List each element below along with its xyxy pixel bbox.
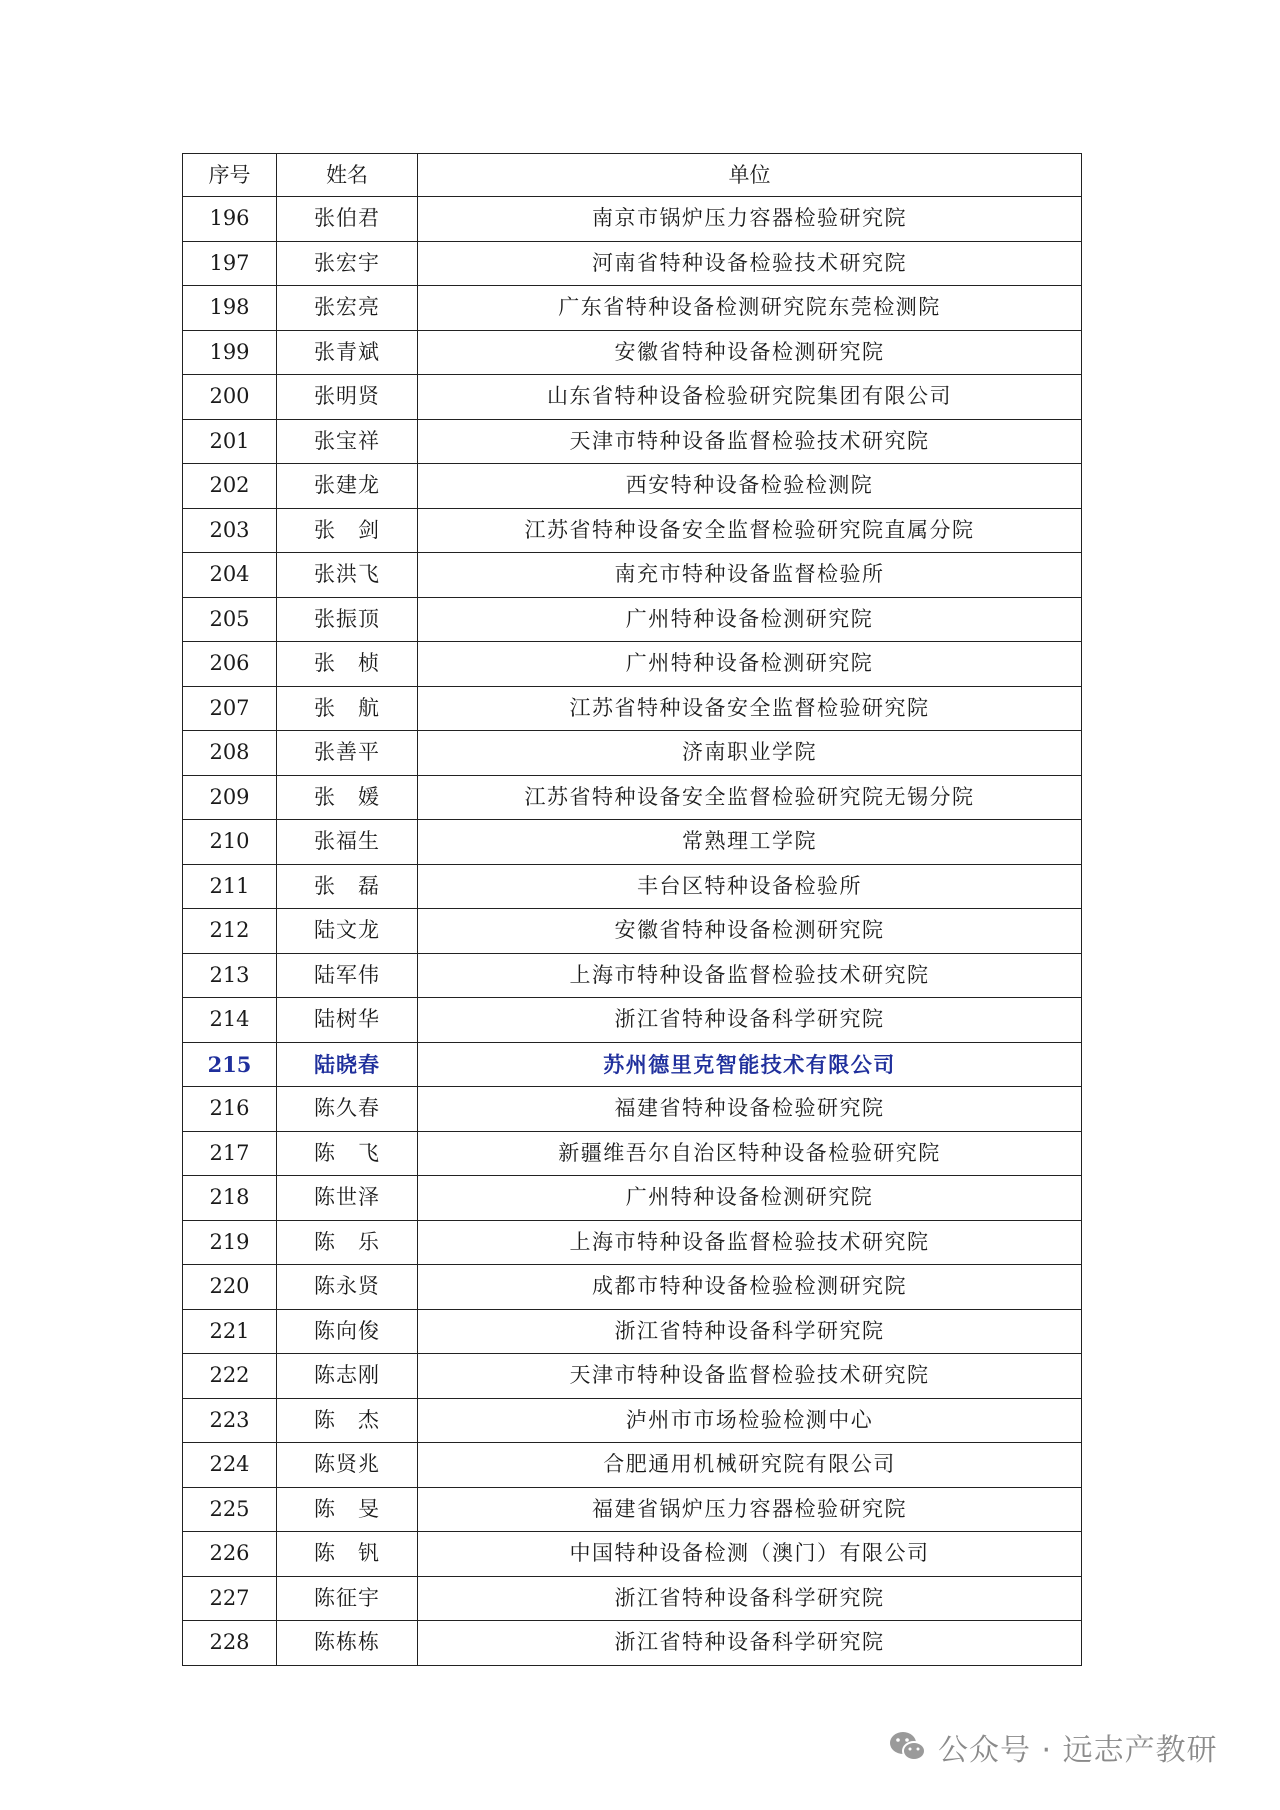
row-number: 216 <box>183 1087 277 1132</box>
row-name: 陈 飞 <box>277 1131 418 1176</box>
table-header <box>183 154 1082 197</box>
row-number: 220 <box>183 1265 277 1310</box>
row-number: 203 <box>183 508 277 553</box>
row-unit: 南充市特种设备监督检验所 <box>418 553 1082 598</box>
row-number: 201 <box>183 419 277 464</box>
row-name: 陈 钒 <box>277 1532 418 1577</box>
table-row <box>183 508 1082 553</box>
row-unit: 广州特种设备检测研究院 <box>418 642 1082 687</box>
row-name: 张 桢 <box>277 642 418 687</box>
table-row <box>183 241 1082 286</box>
row-number: 213 <box>183 953 277 998</box>
row-name: 张青斌 <box>277 330 418 375</box>
table-row <box>183 1309 1082 1354</box>
table-row <box>183 953 1082 998</box>
row-number: 196 <box>183 197 277 242</box>
row-name: 陈志刚 <box>277 1354 418 1399</box>
row-unit: 上海市特种设备监督检验技术研究院 <box>418 953 1082 998</box>
row-unit: 浙江省特种设备科学研究院 <box>418 1309 1082 1354</box>
row-name: 张福生 <box>277 820 418 865</box>
header-number: 序号 <box>183 154 277 197</box>
row-name: 陈征宇 <box>277 1576 418 1621</box>
row-number: 227 <box>183 1576 277 1621</box>
row-unit: 江苏省特种设备安全监督检验研究院 <box>418 686 1082 731</box>
table-row <box>183 1621 1082 1666</box>
row-unit: 新疆维吾尔自治区特种设备检验研究院 <box>418 1131 1082 1176</box>
table-row <box>183 1398 1082 1443</box>
row-name: 张伯君 <box>277 197 418 242</box>
table-row <box>183 864 1082 909</box>
row-unit: 广东省特种设备检测研究院东莞检测院 <box>418 286 1082 331</box>
row-unit: 广州特种设备检测研究院 <box>418 597 1082 642</box>
row-name: 陈 杰 <box>277 1398 418 1443</box>
row-number: 219 <box>183 1220 277 1265</box>
row-number: 217 <box>183 1131 277 1176</box>
watermark-text: 公众号 · 远志产教研 <box>938 1733 1218 1768</box>
row-unit: 中国特种设备检测（澳门）有限公司 <box>418 1532 1082 1577</box>
row-number: 221 <box>183 1309 277 1354</box>
row-number: 205 <box>183 597 277 642</box>
table-row <box>183 1220 1082 1265</box>
table-row <box>183 1576 1082 1621</box>
row-name: 张洪飞 <box>277 553 418 598</box>
table-row <box>183 1532 1082 1577</box>
row-name: 张善平 <box>277 731 418 776</box>
row-number: 214 <box>183 998 277 1043</box>
watermark <box>888 1727 1218 1767</box>
row-name: 陈世泽 <box>277 1176 418 1221</box>
row-name: 陈久春 <box>277 1087 418 1132</box>
row-number: 228 <box>183 1621 277 1666</box>
row-name: 陆树华 <box>277 998 418 1043</box>
row-number: 222 <box>183 1354 277 1399</box>
row-number: 197 <box>183 241 277 286</box>
roster-table <box>182 153 1082 1666</box>
row-unit: 浙江省特种设备科学研究院 <box>418 998 1082 1043</box>
row-name: 张 剑 <box>277 508 418 553</box>
row-name: 张 航 <box>277 686 418 731</box>
table-row <box>183 286 1082 331</box>
row-number: 200 <box>183 375 277 420</box>
row-number: 215 <box>183 1042 277 1087</box>
header-unit: 单位 <box>418 154 1082 197</box>
wechat-icon <box>888 1730 928 1764</box>
row-number: 208 <box>183 731 277 776</box>
row-number: 204 <box>183 553 277 598</box>
header-name: 姓名 <box>277 154 418 197</box>
row-unit: 上海市特种设备监督检验技术研究院 <box>418 1220 1082 1265</box>
row-unit: 济南职业学院 <box>418 731 1082 776</box>
row-number: 207 <box>183 686 277 731</box>
row-unit: 江苏省特种设备安全监督检验研究院直属分院 <box>418 508 1082 553</box>
row-unit: 浙江省特种设备科学研究院 <box>418 1576 1082 1621</box>
row-name: 陆军伟 <box>277 953 418 998</box>
row-name: 陈贤兆 <box>277 1443 418 1488</box>
table-row <box>183 775 1082 820</box>
table-row <box>183 1042 1082 1087</box>
row-number: 226 <box>183 1532 277 1577</box>
row-unit: 安徽省特种设备检测研究院 <box>418 330 1082 375</box>
row-name: 陆文龙 <box>277 909 418 954</box>
row-number: 223 <box>183 1398 277 1443</box>
table-row <box>183 1087 1082 1132</box>
row-name: 陈 乐 <box>277 1220 418 1265</box>
row-name: 陈向俊 <box>277 1309 418 1354</box>
row-unit: 福建省特种设备检验研究院 <box>418 1087 1082 1132</box>
table-row <box>183 820 1082 865</box>
row-name: 张建龙 <box>277 464 418 509</box>
table-row <box>183 464 1082 509</box>
row-number: 202 <box>183 464 277 509</box>
table-row <box>183 731 1082 776</box>
table-row <box>183 597 1082 642</box>
row-name: 张宏宇 <box>277 241 418 286</box>
row-unit: 浙江省特种设备科学研究院 <box>418 1621 1082 1666</box>
row-number: 210 <box>183 820 277 865</box>
table-row <box>183 1265 1082 1310</box>
table-row <box>183 909 1082 954</box>
row-number: 218 <box>183 1176 277 1221</box>
table-row <box>183 1176 1082 1221</box>
row-unit: 河南省特种设备检验技术研究院 <box>418 241 1082 286</box>
row-unit: 合肥通用机械研究院有限公司 <box>418 1443 1082 1488</box>
row-name: 陆晓春 <box>277 1042 418 1087</box>
row-name: 张宝祥 <box>277 419 418 464</box>
table-row <box>183 419 1082 464</box>
table-row <box>183 330 1082 375</box>
row-number: 206 <box>183 642 277 687</box>
row-unit: 西安特种设备检验检测院 <box>418 464 1082 509</box>
row-unit: 广州特种设备检测研究院 <box>418 1176 1082 1221</box>
table-row <box>183 553 1082 598</box>
row-name: 陈 旻 <box>277 1487 418 1532</box>
row-number: 211 <box>183 864 277 909</box>
header-row <box>183 154 1082 197</box>
row-name: 张振顶 <box>277 597 418 642</box>
row-unit: 成都市特种设备检验检测研究院 <box>418 1265 1082 1310</box>
row-name: 陈栋栋 <box>277 1621 418 1666</box>
row-number: 209 <box>183 775 277 820</box>
row-unit: 江苏省特种设备安全监督检验研究院无锡分院 <box>418 775 1082 820</box>
row-unit: 泸州市市场检验检测中心 <box>418 1398 1082 1443</box>
table-row <box>183 1131 1082 1176</box>
table-row <box>183 1354 1082 1399</box>
row-number: 225 <box>183 1487 277 1532</box>
table-row <box>183 1487 1082 1532</box>
row-name: 张 磊 <box>277 864 418 909</box>
table-row <box>183 686 1082 731</box>
row-number: 212 <box>183 909 277 954</box>
table-row <box>183 642 1082 687</box>
row-unit: 天津市特种设备监督检验技术研究院 <box>418 419 1082 464</box>
row-unit: 福建省锅炉压力容器检验研究院 <box>418 1487 1082 1532</box>
row-unit: 天津市特种设备监督检验技术研究院 <box>418 1354 1082 1399</box>
table-row <box>183 197 1082 242</box>
row-name: 陈永贤 <box>277 1265 418 1310</box>
row-unit: 丰台区特种设备检验所 <box>418 864 1082 909</box>
row-unit: 南京市锅炉压力容器检验研究院 <box>418 197 1082 242</box>
row-number: 224 <box>183 1443 277 1488</box>
row-unit: 常熟理工学院 <box>418 820 1082 865</box>
row-unit: 苏州德里克智能技术有限公司 <box>418 1042 1082 1087</box>
row-name: 张宏亮 <box>277 286 418 331</box>
row-number: 199 <box>183 330 277 375</box>
row-name: 张 媛 <box>277 775 418 820</box>
table-row <box>183 998 1082 1043</box>
row-number: 198 <box>183 286 277 331</box>
table-row <box>183 1443 1082 1488</box>
row-name: 张明贤 <box>277 375 418 420</box>
table-row <box>183 375 1082 420</box>
table-body <box>183 197 1082 1666</box>
row-unit: 安徽省特种设备检测研究院 <box>418 909 1082 954</box>
row-unit: 山东省特种设备检验研究院集团有限公司 <box>418 375 1082 420</box>
